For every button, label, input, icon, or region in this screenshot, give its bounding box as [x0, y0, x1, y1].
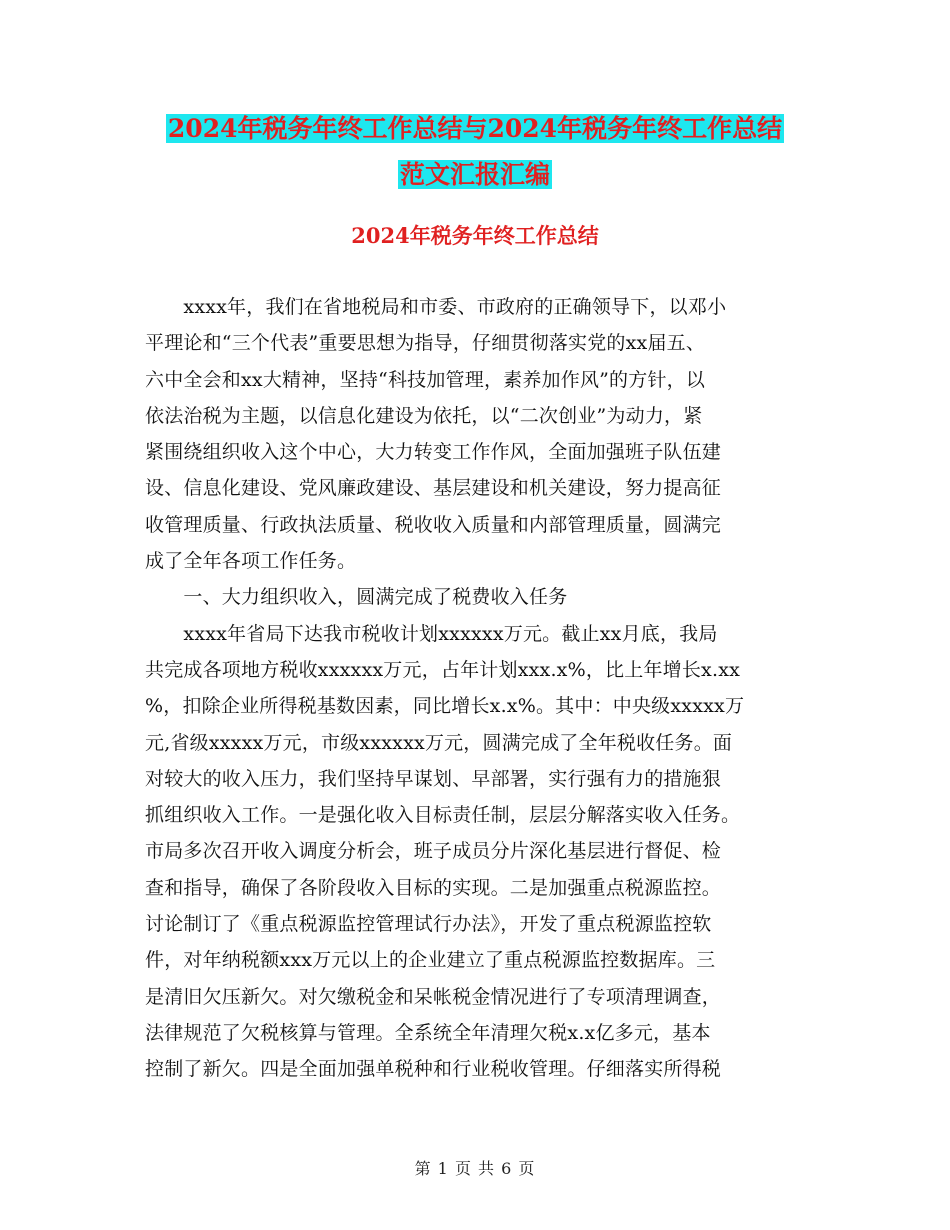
- section-title: 2024年税务年终工作总结: [351, 223, 599, 248]
- document-title-line-1: 2024年税务年终工作总结与2024年税务年终工作总结: [167, 114, 783, 143]
- text-line: 对较大的收入压力，我们坚持早谋划、早部署，实行强有力的措施狠: [145, 767, 722, 790]
- text-line: 控制了新欠。四是全面加强单税种和行业税收管理。仔细落实所得税: [145, 1058, 722, 1081]
- text-line: 六中全会和xx大精神，坚持“科技加管理，素养加作风”的方针，以: [145, 368, 706, 391]
- text-line: 件，对年纳税额xxx万元以上的企业建立了重点税源监控数据库。三: [145, 949, 716, 972]
- text-line: %，扣除企业所得税基数因素，同比增长x.x%。其中：中央级xxxxx万: [145, 695, 745, 718]
- text-line: 成了全年各项工作任务。: [145, 550, 357, 573]
- text-line: 平理论和“三个代表”重要思想为指导，仔细贯彻落实党的xx届五、: [145, 332, 706, 355]
- text-line: 法律规范了欠税核算与管理。全系统全年清理欠税x.x亿多元，基本: [145, 1021, 711, 1044]
- document-title-line-2: 范文汇报汇编: [399, 160, 550, 189]
- body-text: [145, 289, 810, 1088]
- text-line: 市局多次召开收入调度分析会，班子成员分片深化基层进行督促、检: [145, 840, 722, 863]
- text-line: 讨论制订了《重点税源监控管理试行办法》，开发了重点税源监控软: [145, 913, 712, 936]
- section-heading-line: 一、大力组织收入，圆满完成了税费收入任务: [145, 586, 568, 609]
- text-line: 共完成各项地方税收xxxxxx万元，占年计划xxx.x%，比上年增长x.xx: [145, 658, 741, 681]
- document-title: [0, 108, 950, 150]
- text-line: 设、信息化建设、党风廉政建设、基层建设和机关建设，努力提高征: [145, 477, 722, 500]
- document-title-continued: [0, 154, 950, 196]
- text-line: 紧围绕组织收入这个中心，大力转变工作作风，全面加强班子队伍建: [145, 441, 722, 464]
- text-line: 是清旧欠压新欠。对欠缴税金和呆帐税金情况进行了专项清理调查，: [145, 985, 722, 1008]
- text-line: 依法治税为主题，以信息化建设为依托，以“二次创业”为动力，紧: [145, 404, 703, 427]
- text-line: xxxx年省局下达我市税收计划xxxxxx万元。截止xx月底，我局: [145, 622, 718, 645]
- page-footer: 第 1 页 共 6 页: [414, 1159, 536, 1178]
- text-line: 收管理质量、行政执法质量、税收收入质量和内部管理质量，圆满完: [145, 513, 722, 536]
- text-line: 抓组织收入工作。一是强化收入目标责任制，层层分解落实收入任务。: [145, 804, 741, 827]
- text-line: xxxx年，我们在省地税局和市委、市政府的正确领导下，以邓小: [145, 296, 727, 318]
- text-line: 元,省级xxxxx万元，市级xxxxxx万元，圆满完成了全年税收任务。面: [145, 731, 733, 754]
- text-line: 查和指导，确保了各阶段收入目标的实现。二是加强重点税源监控。: [145, 876, 722, 899]
